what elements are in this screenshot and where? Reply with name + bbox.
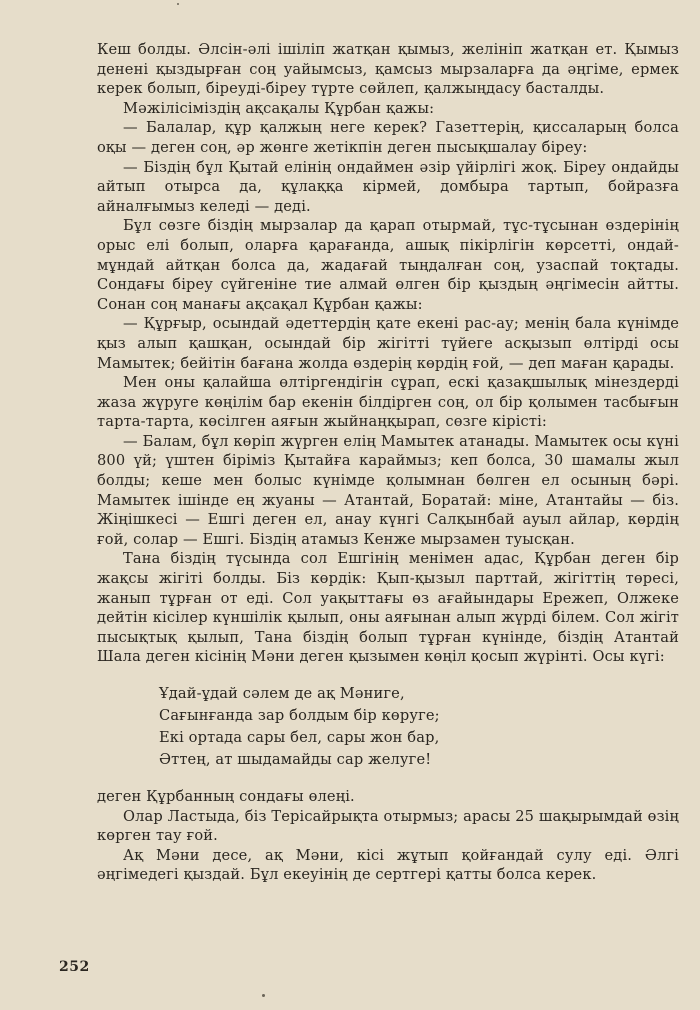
print-speck <box>262 994 265 997</box>
verse-line: Ұдай-ұдай сәлем де ақ Мәниге, <box>159 685 405 702</box>
verse-line: Екі ортада сары бел, сары жон бар, <box>159 729 440 746</box>
paragraph: — Балам, бұл көріп жүрген елің Мамытек атанады. Мамытек осы күні 800 үй; үштен біріміз Қытайға караймыз; кеп болса, 30 шамалы жыл болды; кеше мен болыс күнімде қолымнан бөлген ел осының бәрі. Мамытек ішінде ең жуаны — Атантай, Боратай: міне, Атантайы — біз. Жіңішкесі — Ешгі деген ел, анау күнгі Салқынбай ауыл айлар, көрдің ғой, солар — Ешгі. Біздің атамыз Кенже мырзамен туысқан. <box>97 432 679 548</box>
paragraph: Мен оны қалайша өлтіргендігін сұрап, ескі қазақшылық мінездерді жаза жүруге көңілім бар екенін білдірген соң, ол бір қолымен тасбығын тарта-тарта, көсілген аяғын жыйнаңқырап, сөзге кірісті: <box>97 374 679 431</box>
page-number: 252 <box>59 959 90 975</box>
paragraph: — Біздің бұл Қытай елінің ондаймен әзір үйірлігі жоқ. Біреу ондайды айтып отырса да, құлаққа кірмей, домбыра тартып, бойразға айналғымыз келеді — деді. <box>97 158 679 215</box>
poem-verse <box>159 683 679 771</box>
body-paragraphs <box>97 40 679 667</box>
page-text <box>97 40 679 885</box>
print-speck <box>177 3 179 5</box>
paragraph: Кеш болды. Әлсін-әлі ішіліп жатқан қымыз, желініп жатқан ет. Қымыз денені қыздырған соң уайымсыз, қамсыз мырзаларға да әңгіме, ермек керек болып, біреуді-біреу түрте сөйлеп, қалжыңдасу басталды. <box>97 41 679 98</box>
paragraph: Ақ Мәни десе, ақ Мәни, кісі жұтып қойғандай сулу еді. Әлгі әңгімедегі қыздай. Бұл екеуінің де сертгері қатты болса керек. <box>97 846 679 884</box>
paragraph: деген Құрбанның сондағы өлеңі. <box>97 788 355 805</box>
paragraph: Мәжілісіміздің ақсақалы Құрбан қажы: <box>123 99 435 117</box>
paragraph: Тана біздің түсында сол Ешгінің менімен адас, Құрбан деген бір жақсы жігіті болды. Біз көрдік: Қып-қызыл парттай, жігіттің төресі, жанып тұрған от еді. Сол уақыттағы өз ағайындары Ережеп, Олжеке дейтін кісілер күншілік қылып, оны аяғынан алып жүрді білем. Сол жігіт пысықтық қылып, Тана біздің болып тұрған күнінде, біздің Атантай Шала деген кісінің Мәни деген қызымен көңіл қосып жүрінті. Осы күгі: <box>97 550 679 666</box>
closing-paragraphs <box>97 787 679 885</box>
paragraph: — Құрғыр, осындай әдеттердің қате екені рас-ау; менің бала күнімде қыз алып қашқан, осындай бір жігітті түйеге асқызып өлтірді осы Мамытек; бейітін бағана жолда өздерің көрдің ғой, — деп маған қарады. <box>97 315 679 372</box>
paragraph: Олар Ластыда, біз Терісайрықта отырмыз; арасы 25 шақырымдай өзің көрген тау ғой. <box>97 807 680 845</box>
paragraph: Бұл сөзге біздің мырзалар да қарап отырмай, тұс-тұсынан өздерінің орыс елі болып, оларға қарағанда, ашық пікірлігін көрсетті, ондай-мұндай айтқан болса да, жадағай тыңдалған соң, узаспай тоқтады. Сондағы біреу сүйгеніне тие алмай өлген бір қыздың әңгімесін айтты. Сонан соң манағы ақсақал Құрбан қажы: <box>97 217 679 313</box>
paragraph: — Балалар, құр қалжың неге керек? Газеттерің, қиссаларың болса оқы — деген соң, әр жөнге жетікпін деген пысықшалау біреу: <box>97 119 679 156</box>
verse-line: Әттең, ат шыдамайды сар желуге! <box>159 751 432 768</box>
verse-line: Сағынғанда зар болдым бір көруге; <box>159 707 440 724</box>
